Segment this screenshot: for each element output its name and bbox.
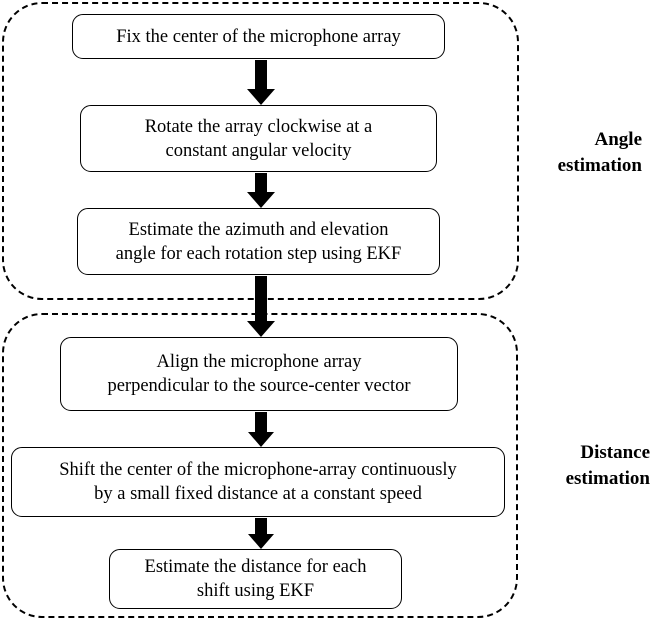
distance-estimation-label xyxy=(520,440,650,492)
step-5-line1: Shift the center of the microphone-array continuously xyxy=(59,460,457,480)
angle-label-line1: Angle xyxy=(594,129,642,150)
step-2-line2: constant angular velocity xyxy=(165,140,352,161)
step-1-text: Fix the center of the microphone array xyxy=(116,26,401,47)
angle-estimation-label xyxy=(520,127,642,179)
down-arrow-icon xyxy=(247,276,275,337)
distance-label-line1: Distance xyxy=(580,442,650,463)
step-4-line1: Align the microphone array xyxy=(156,352,362,372)
step-estimate-angles xyxy=(77,208,440,275)
down-arrow-icon xyxy=(247,60,275,105)
down-arrow-icon xyxy=(248,412,274,447)
step-2-line1: Rotate the array clockwise at a xyxy=(144,116,373,137)
down-arrow-icon xyxy=(247,173,275,208)
step-align-array xyxy=(60,337,458,411)
step-3-line2: angle for each rotation step using EKF xyxy=(115,243,402,264)
angle-label-line2: estimation xyxy=(557,155,642,176)
step-shift-center xyxy=(11,447,505,517)
step-6-line1: Estimate the distance for each xyxy=(144,557,367,577)
step-6-line2: shift using EKF xyxy=(196,581,315,601)
distance-label-line2: estimation xyxy=(565,468,650,489)
step-5-line2: by a small fixed distance at a constant speed xyxy=(94,484,422,504)
step-estimate-distance xyxy=(109,549,402,609)
step-fix-center xyxy=(72,14,445,59)
step-4-line2: perpendicular to the source-center vector xyxy=(107,376,411,396)
step-rotate-array xyxy=(80,105,437,172)
step-3-line1: Estimate the azimuth and elevation xyxy=(128,219,389,240)
down-arrow-icon xyxy=(248,518,274,549)
